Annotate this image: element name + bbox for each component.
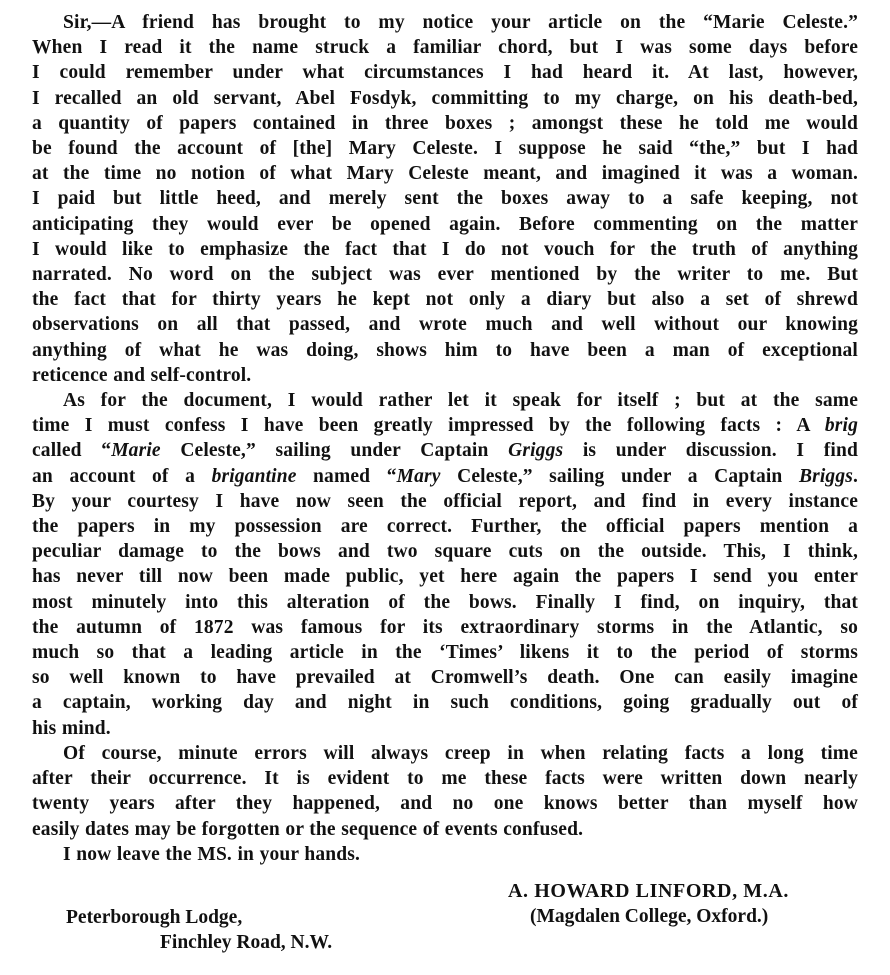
address-line-1: Peterborough Lodge, (66, 907, 243, 928)
text-line: observations on all that passed, and wrote much and well without our knowing (32, 314, 858, 336)
text-line: after their occurrence. It is evident to me these facts were written down nearly (32, 768, 858, 790)
text-line (32, 413, 858, 438)
text-line: so well known to have prevailed at Cromwell’s death. One can easily imagine (32, 667, 858, 689)
text-line: at the time no notion of what Mary Celeste meant, and imagined it was a woman. (32, 163, 858, 185)
text-line: Of course, minute errors will always creep in when relating facts a long time (63, 742, 858, 764)
text-line: When I read it the name struck a familiar chord, but I was some days before (32, 37, 858, 59)
text-line: much so that a leading article in the ‘Times’ likens it to the period of storms (32, 642, 858, 664)
text-line: the autumn of 1872 was famous for its extraordinary storms in the Atlantic, so (32, 616, 858, 638)
letter-body (32, 10, 858, 867)
text-line: I paid but little heed, and merely sent the boxes away to a safe keeping, not (32, 188, 858, 210)
text-line: twenty years after they happened, and no one knows better than myself how (32, 793, 858, 815)
text-line (32, 438, 858, 463)
text-line: narrated. No word on the subject was ever mentioned by the writer to me. But (32, 264, 858, 286)
text-fragment: an account of a (32, 465, 212, 487)
text-line: the fact that for thirty years he kept not only a diary but also a set of shrewd (32, 289, 858, 311)
italic-word-brig: brig (824, 415, 858, 437)
text-line: a quantity of papers contained in three boxes ; amongst these he told me would (32, 112, 858, 134)
paragraph-document-facts (32, 388, 858, 741)
text-line: most minutely into this alteration of the bows. Finally I find, on inquiry, that (32, 591, 858, 613)
text-line: the papers in my possession are correct. Further, the official papers mention a (32, 516, 858, 538)
text-line: reticence and self-control. (32, 364, 252, 386)
paragraph-errors (32, 741, 858, 842)
italic-word-griggs: Griggs (508, 440, 564, 462)
text-fragment: . (852, 465, 859, 487)
text-line (32, 464, 858, 489)
text-fragment: named “ (296, 465, 397, 487)
text-line: has never till now been made public, yet here again the papers I send you enter (32, 566, 858, 588)
text-line: his mind. (32, 717, 111, 739)
text-line: Sir,—A friend has brought to my notice your article on the “Marie Celeste.” (63, 12, 858, 33)
address-line-2: Finchley Road, N.W. (160, 932, 333, 953)
text-line: anything of what he was doing, shows him to have been a man of exceptional (32, 339, 858, 361)
text-line: By your courtesy I have now seen the official report, and find in every instance (32, 490, 858, 512)
text-line: easily dates may be forgotten or the sequence of events confused. (32, 818, 584, 840)
paragraph-introduction (32, 10, 858, 388)
italic-word-marie: Marie (111, 440, 161, 462)
text-line: As for the document, I would rather let it speak for itself ; but at the same (63, 390, 858, 412)
text-line: be found the account of [the] Mary Celeste. I suppose he said “the,” but I had (32, 138, 858, 160)
text-fragment: time I must confess I have been greatly impressed by the following facts : A (32, 415, 825, 437)
text-fragment: called “ (32, 440, 112, 462)
text-line: I would like to emphasize the fact that I do not vouch for the truth of anything (32, 238, 858, 260)
text-fragment: Celeste,” sailing under a Captain (440, 465, 799, 487)
text-line: peculiar damage to the bows and two square cuts on the outside. This, I think, (32, 541, 858, 563)
text-line: I recalled an old servant, Abel Fosdyk, committing to my charge, on his death-bed, (32, 87, 858, 109)
signature-affiliation: (Magdalen College, Oxford.) (530, 906, 769, 927)
italic-word-brigantine: brigantine (211, 465, 297, 487)
signature-name: A. HOWARD LINFORD, M.A. (508, 880, 790, 902)
text-line: I could remember under what circumstances I had heard it. At last, however, (32, 62, 858, 84)
text-fragment: is under discussion. I find (563, 440, 858, 462)
italic-word-mary: Mary (396, 465, 441, 487)
text-line: a captain, working day and night in such conditions, going gradually out of (32, 692, 858, 714)
italic-word-briggs: Briggs (798, 465, 853, 487)
text-line: I now leave the MS. in your hands. (63, 843, 360, 865)
text-line: anticipating they would ever be opened again. Before commenting on the matter (32, 213, 858, 235)
text-fragment: Celeste,” sailing under Captain (160, 440, 509, 462)
paragraph-closing (32, 842, 858, 867)
